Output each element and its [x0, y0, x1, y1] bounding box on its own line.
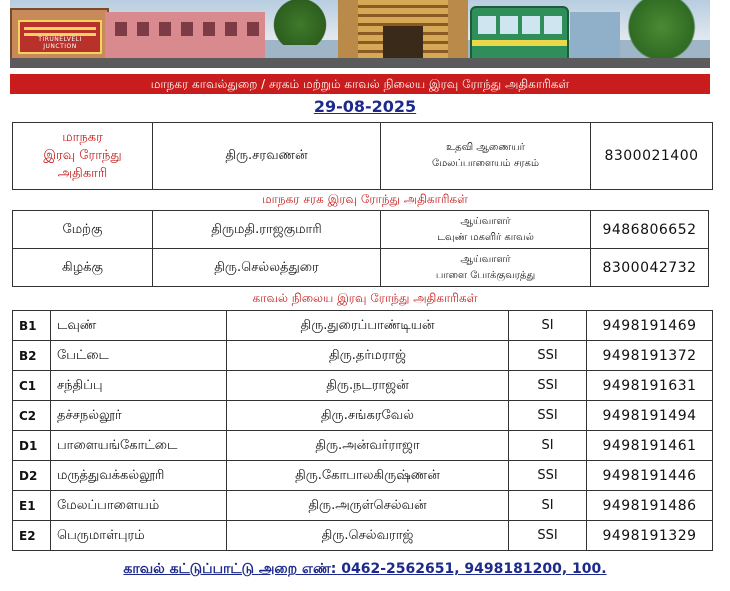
table-row: [13, 401, 713, 431]
officer-phone: 9486806652: [591, 211, 709, 249]
table-row: [13, 211, 709, 249]
officer-phone: 9498191469: [587, 311, 713, 341]
officer-name: திரு.செல்வராஜ்: [227, 521, 509, 551]
tree: [265, 0, 335, 45]
page-title: மாநகர காவல்துறை / சரகம் மற்றும் காவல் நிலைய இரவு ரோந்து அதிகாரிகள்: [10, 74, 710, 94]
road: [10, 58, 710, 68]
table-row: [13, 491, 713, 521]
officer-phone: 9498191329: [587, 521, 713, 551]
officer-name: திருமதி.ராஜகுமாரி: [153, 211, 381, 249]
zone-name: கிழக்கு: [13, 249, 153, 287]
control-room-contact: காவல் கட்டுப்பாட்டு அறை எண்: 0462-2562651, 9498181200, 100.: [123, 561, 607, 577]
officer-name: திரு.தர்மராஜ்: [227, 341, 509, 371]
city-officer-name: திரு.சரவணன்: [153, 123, 381, 190]
officer-rank: SI: [509, 491, 587, 521]
station-code: B1: [13, 311, 51, 341]
station-name: பேட்டை: [51, 341, 227, 371]
role-line: இரவு ரோந்து: [43, 148, 122, 163]
station-name: டவுண்: [51, 311, 227, 341]
officer-name: திரு.சங்கரவேல்: [227, 401, 509, 431]
role-line: மாநகர: [62, 130, 103, 145]
officer-name: திரு.துரைப்பாண்டியன்: [227, 311, 509, 341]
city-officer-table: [12, 122, 713, 190]
city-officer-row: [13, 123, 713, 190]
designation-line: ஆய்வாளர்: [460, 253, 511, 265]
officer-rank: SSI: [509, 401, 587, 431]
city-officer-phone: 8300021400: [591, 123, 713, 190]
designation-line: உதவி ஆணையர்: [446, 142, 525, 153]
officer-phone: 9498191631: [587, 371, 713, 401]
role-line: அதிகாரி: [57, 166, 108, 181]
table-row: [13, 461, 713, 491]
officer-rank: SSI: [509, 371, 587, 401]
officer-rank: SSI: [509, 461, 587, 491]
station-code: C1: [13, 371, 51, 401]
officer-name: திரு.நடராஜன்: [227, 371, 509, 401]
designation-line: மேலப்பாளையம் சரகம்: [432, 158, 539, 169]
officer-phone: 9498191372: [587, 341, 713, 371]
table-row: [13, 311, 713, 341]
table-row: [13, 371, 713, 401]
station-code: E2: [13, 521, 51, 551]
table-row: [13, 521, 713, 551]
station-code: D1: [13, 431, 51, 461]
officer-phone: 9498191446: [587, 461, 713, 491]
officer-name: திரு.அருள்செல்வன்: [227, 491, 509, 521]
zone-name: மேற்கு: [13, 211, 153, 249]
officer-phone: 9498191486: [587, 491, 713, 521]
city-officer-designation: [381, 123, 591, 190]
report-date: 29-08-2025: [313, 97, 417, 116]
tree: [622, 0, 710, 60]
station-name: பாளையங்கோட்டை: [51, 431, 227, 461]
pink-building: [105, 12, 265, 60]
officer-phone: 9498191461: [587, 431, 713, 461]
zone-officers-table: [12, 210, 709, 287]
officer-name: திரு.கோபாலகிருஷ்ணன்: [227, 461, 509, 491]
station-code: D2: [13, 461, 51, 491]
officer-phone: 8300042732: [591, 249, 709, 287]
station-officers-table: [12, 310, 713, 551]
railway-station-building: [10, 8, 109, 64]
officer-rank: SI: [509, 431, 587, 461]
table-row: [13, 249, 709, 287]
officer-designation: [381, 249, 591, 287]
officer-name: திரு.செல்லத்துரை: [153, 249, 381, 287]
station-name: மருத்துவக்கல்லூரி: [51, 461, 227, 491]
designation-line: டவுண் மகளிர் காவல்: [437, 231, 534, 243]
city-officer-role: [13, 123, 153, 190]
station-section-title: காவல் நிலைய இரவு ரோந்து அதிகாரிகள்: [252, 291, 478, 305]
officer-rank: SSI: [509, 341, 587, 371]
station-code: C2: [13, 401, 51, 431]
officer-designation: [381, 211, 591, 249]
station-name: தச்சநல்லூர்: [51, 401, 227, 431]
designation-line: ஆய்வாளர்: [460, 215, 511, 227]
station-name-board: [18, 20, 102, 54]
officer-rank: SI: [509, 311, 587, 341]
table-row: [13, 431, 713, 461]
table-row: [13, 341, 713, 371]
officer-rank: SSI: [509, 521, 587, 551]
station-name-text: TIRUNELVELI JUNCTION: [38, 36, 82, 50]
designation-line: பாளை போக்குவரத்து: [435, 269, 536, 281]
second-bus: [570, 12, 620, 62]
officer-phone: 9498191494: [587, 401, 713, 431]
station-code: B2: [13, 341, 51, 371]
station-code: E1: [13, 491, 51, 521]
station-name: சந்திப்பு: [51, 371, 227, 401]
officer-name: திரு.அன்வர்ராஜா: [227, 431, 509, 461]
station-name: பெருமாள்புரம்: [51, 521, 227, 551]
station-name: மேலப்பாளையம்: [51, 491, 227, 521]
header-photo-banner: [10, 0, 710, 68]
zone-section-title: மாநகர சரக இரவு ரோந்து அதிகாரிகள்: [262, 192, 468, 206]
